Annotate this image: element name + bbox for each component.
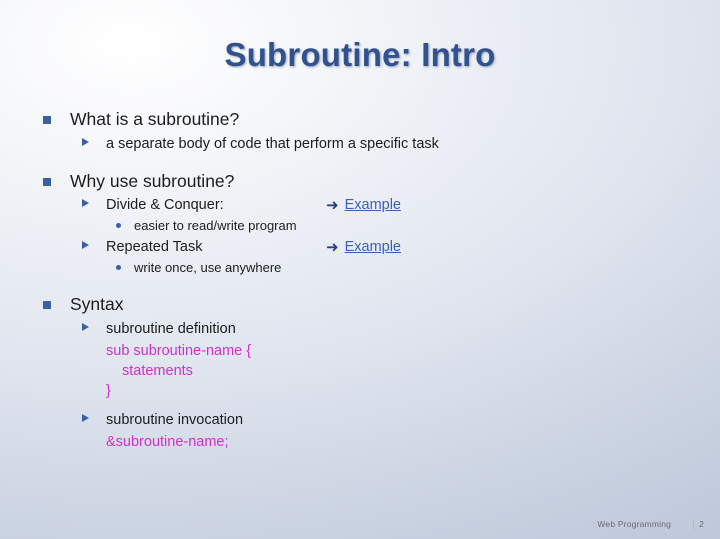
triangle-bullet-icon <box>82 414 89 422</box>
sub-sub-bullet-item-easier-to-read <box>34 217 694 236</box>
sub-bullet-item-subroutine-invocation <box>34 410 694 431</box>
square-bullet-icon <box>43 116 51 124</box>
example-link-group-1 <box>326 195 401 216</box>
sub-bullet-label: Repeated Task <box>106 239 203 256</box>
spacer <box>34 156 694 170</box>
sub-sub-bullet-label: write once, use anywhere <box>134 260 282 276</box>
sub-bullet-item-definition <box>34 134 694 155</box>
triangle-bullet-icon <box>82 199 89 207</box>
bullet-item-why-use-subroutine <box>34 170 694 194</box>
sub-bullet-label: a separate body of code that perform a specific task <box>106 135 439 152</box>
example-link[interactable]: Example <box>344 197 401 214</box>
sub-bullet-label: Divide & Conquer: <box>106 197 224 214</box>
code-line-sub-declaration: sub subroutine-name { <box>106 342 252 359</box>
bullet-label: Syntax <box>70 293 124 314</box>
square-bullet-icon <box>43 178 51 186</box>
sub-bullet-item-divide-and-conquer <box>34 195 694 216</box>
dot-bullet-icon <box>116 223 121 228</box>
footer-divider <box>693 520 694 530</box>
bullet-label: Why use subroutine? <box>70 170 235 191</box>
code-line-invocation: &subroutine-name; <box>106 433 229 450</box>
sub-sub-bullet-label: easier to read/write program <box>134 218 297 234</box>
sub-bullet-label: subroutine definition <box>106 320 236 337</box>
square-bullet-icon <box>43 301 51 309</box>
page-number: 2 <box>699 519 704 529</box>
bullet-label: What is a subroutine? <box>70 109 240 129</box>
spacer <box>34 279 694 293</box>
dot-bullet-icon <box>116 265 121 270</box>
slide-body <box>34 108 694 452</box>
triangle-bullet-icon <box>82 138 89 146</box>
sub-sub-bullet-item-write-once <box>34 259 694 278</box>
example-link[interactable]: Example <box>344 239 401 256</box>
bullet-item-syntax <box>34 293 694 317</box>
arrow-right-icon: ➜ <box>326 239 339 257</box>
example-link-group-2 <box>326 237 401 258</box>
spacer <box>34 402 694 410</box>
sub-bullet-item-subroutine-definition <box>34 319 694 340</box>
sub-bullet-label: subroutine invocation <box>106 411 244 428</box>
slide-footer <box>597 519 704 529</box>
code-line-close-brace: } <box>106 383 111 400</box>
triangle-bullet-icon <box>82 241 89 249</box>
footer-text: Web Programming <box>597 519 672 529</box>
page-title: Subroutine: Intro <box>224 36 496 73</box>
bullet-item-what-is-a-subroutine <box>34 108 694 132</box>
code-line-statements: statements <box>122 362 193 379</box>
triangle-bullet-icon <box>82 323 89 331</box>
arrow-right-icon: ➜ <box>326 197 339 215</box>
sub-bullet-item-repeated-task <box>34 237 694 258</box>
